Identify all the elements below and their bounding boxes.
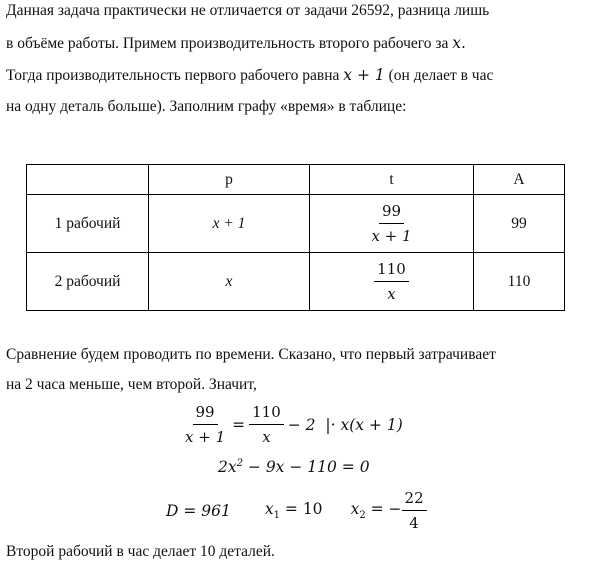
table-header-empty xyxy=(27,165,149,195)
fraction-denominator: x xyxy=(262,428,271,446)
intro-line-3-b: (он делает в час xyxy=(388,67,494,84)
eq1-tail: − 2 |· x(x + 1) xyxy=(287,415,403,434)
table-header-row xyxy=(27,165,565,195)
eq3-x2-sub: 2 xyxy=(359,510,366,522)
table-row xyxy=(27,253,565,311)
eq3-x1-base: x xyxy=(264,499,274,518)
equation-3 xyxy=(166,489,427,532)
eq3-x2 xyxy=(351,500,402,521)
intro-line-4: на одну деталь больше). Заполним графу «время» в таблице: xyxy=(6,98,407,115)
intro-line-2 xyxy=(6,34,466,53)
table-row xyxy=(27,195,565,253)
eq2-sup: 2 xyxy=(236,458,243,469)
row-a: 110 xyxy=(474,253,565,311)
intro-line-2-var: x. xyxy=(452,34,466,52)
equation-1 xyxy=(182,403,403,446)
eq3-x1-sub: 1 xyxy=(273,510,280,522)
fraction-numerator: 110 xyxy=(374,260,409,282)
row-label: 2 рабочий xyxy=(27,253,149,311)
eq2-a: 2x xyxy=(218,458,237,477)
table-header-p: p xyxy=(149,165,310,195)
comparison-line-1: Сравнение будем проводить по времени. Сказано, что первый затрачивает xyxy=(6,346,496,363)
eq3-x1 xyxy=(265,500,323,521)
eq2-b: − 9x − 110 = 0 xyxy=(242,458,370,477)
equation-2 xyxy=(218,458,370,476)
fraction-numerator: 110 xyxy=(249,403,284,425)
fraction-denominator: x xyxy=(387,285,396,303)
row-p: x + 1 xyxy=(149,195,310,253)
intro-line-3-a: Тогда производительность первого рабочего равна xyxy=(6,67,340,84)
intro-line-2-text: в объёме работы. Примем производительность второго рабочего за xyxy=(6,35,449,52)
eq1-rhs-fraction xyxy=(249,403,284,446)
eq1-lhs-fraction xyxy=(182,403,228,446)
row-t xyxy=(310,253,474,311)
intro-line-1: Данная задача практически не отличается от задачи 26592, разница лишь xyxy=(6,2,490,19)
intro-line-3-expr: x + 1 xyxy=(343,66,385,84)
work-table xyxy=(26,164,565,311)
row-t-fraction xyxy=(368,202,414,245)
comparison-line-2: на 2 часа меньше, чем второй. Значит, xyxy=(6,376,257,393)
fraction-numerator: 22 xyxy=(402,489,427,511)
fraction-denominator: 4 xyxy=(409,514,419,532)
fraction-denominator: x + 1 xyxy=(185,428,226,446)
eq3-x1-val: = 10 xyxy=(279,499,323,518)
row-label: 1 рабочий xyxy=(27,195,149,253)
table-header-t: t xyxy=(310,165,474,195)
eq1-equals: = xyxy=(232,415,246,434)
fraction-numerator: 99 xyxy=(379,202,404,224)
eq3-x2-fraction xyxy=(402,489,427,532)
eq3-x2-base: x xyxy=(350,499,360,518)
eq3-discriminant: D = 961 xyxy=(166,501,231,520)
table-header-a: A xyxy=(474,165,565,195)
row-t xyxy=(310,195,474,253)
conclusion: Второй рабочий в час делает 10 деталей. xyxy=(6,543,275,560)
fraction-numerator: 99 xyxy=(193,403,218,425)
row-a: 99 xyxy=(474,195,565,253)
eq3-x2-eq: = − xyxy=(365,499,402,518)
row-t-fraction xyxy=(374,260,409,303)
row-p: x xyxy=(149,253,310,311)
fraction-denominator: x + 1 xyxy=(371,227,412,245)
intro-line-3 xyxy=(6,66,493,85)
